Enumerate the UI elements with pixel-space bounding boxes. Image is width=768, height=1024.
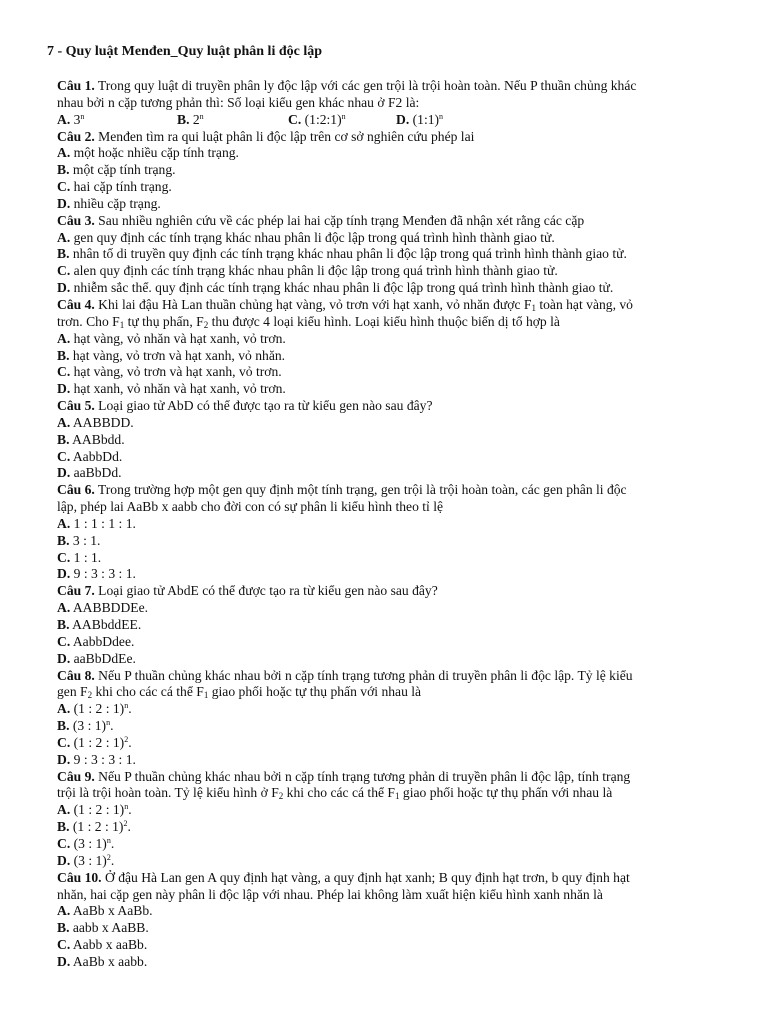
option-a[interactable]: A. AaBb x AaBb.	[57, 903, 153, 919]
option-a[interactable]: A. 3$^n$	[57, 111, 85, 127]
option-a[interactable]: A. (1 : 2 : 1)$^n$.	[57, 802, 132, 818]
option-b[interactable]: B. 3 : 1.	[57, 532, 101, 548]
option-c[interactable]: C. hai cặp tính trạng.	[57, 179, 172, 195]
question-text-cont: nhau bởi n cặp tương phản thì: Số loại kiểu gen khác nhau ở F2 là:	[57, 94, 420, 110]
option-d[interactable]: D. AaBb x aabb.	[57, 953, 148, 969]
option-d[interactable]: D. aaBbDdEe.	[57, 650, 136, 666]
question-5: Câu 5. Loại giao tử AbD có thể được tạo ra từ kiểu gen nào sau đây?	[57, 398, 433, 414]
option-c[interactable]: C. 1 : 1.	[57, 549, 102, 565]
option-a[interactable]: A. một hoặc nhiều cặp tính trạng.	[57, 145, 239, 161]
question-7: Câu 7. Loại giao tử AbdE có thể được tạo ra từ kiểu gen nào sau đây?	[57, 583, 438, 599]
emphasis-not: không	[364, 886, 399, 902]
option-a[interactable]: A. 1 : 1 : 1 : 1.	[57, 515, 136, 531]
question-text-cont: trơn. Cho $F_1$ tự thụ phấn, $F_2$ thu được 4 loại kiểu hình. Loại kiểu hình thuộc biến dị tổ hợp là	[57, 313, 560, 330]
question-text-cont: lập, phép lai AaBb x aabb cho đời con có sự phân li kiểu hình theo tỉ lệ	[57, 499, 444, 515]
question-9: Câu 9. Nếu P thuần chủng khác nhau bởi n cặp tính trạng tương phản di truyền phân li độc lập, tính trạng	[57, 768, 631, 784]
question-10: Câu 10. Ở đậu Hà Lan gen A quy định hạt vàng, a quy định hạt xanh; B quy định hạt trơn, b quy định hạt	[57, 869, 630, 885]
option-c[interactable]: C. Aabb x aaBb.	[57, 937, 148, 953]
option-c[interactable]: C. (1 : 2 : 1)$^2$.	[57, 734, 132, 750]
option-c[interactable]: C. AabbDd.	[57, 448, 123, 464]
option-b[interactable]: B. AABbdd.	[57, 431, 125, 447]
option-a[interactable]: A. AABBDD.	[57, 414, 134, 430]
question-list	[57, 78, 722, 971]
option-c[interactable]: C. AabbDdee.	[57, 633, 135, 649]
option-b[interactable]: B. 2$^n$	[177, 111, 204, 127]
question-text-cont: gen $F_2$ khi cho các cá thể $F_1$ giao phối hoặc tự thụ phấn với nhau là	[57, 684, 422, 701]
option-d[interactable]: D. 9 : 3 : 3 : 1.	[57, 751, 136, 767]
option-d[interactable]: D. nhiều cặp trạng.	[57, 195, 161, 211]
question-8: Câu 8. Nếu P thuần chủng khác nhau bởi n cặp tính trạng tương phản di truyền phân li độc lập. Tỷ lệ kiểu	[57, 667, 633, 683]
question-6: Câu 6. Trong trường hợp một gen quy định một tính trạng, gen trội là trội hoàn toàn, các gen phân li độc	[57, 482, 627, 498]
options-row	[57, 112, 722, 129]
question-4: Câu 4. Khi lai đậu Hà Lan thuần chủng hạt vàng, vỏ trơn với hạt xanh, vỏ nhăn được $F_1$ toàn hạt vàng, vỏ	[57, 296, 633, 313]
question-3: Câu 3. Sau nhiều nghiên cứu về các phép lai hai cặp tính trạng Menđen đã nhận xét rằng các cặp	[57, 212, 585, 228]
page-title: 7 - Quy luật Menđen_Quy luật phân li độc lập	[47, 44, 323, 59]
option-d[interactable]: D. nhiễm sắc thể. quy định các tính trạng khác nhau phân li độc lập trong quá trình hình thành giao tử.	[57, 280, 614, 296]
option-b[interactable]: B. AABbddEE.	[57, 617, 142, 632]
option-b[interactable]: B. (1 : 2 : 1)$^2$.	[57, 819, 131, 835]
option-c[interactable]: C. (3 : 1)$^n$.	[57, 835, 115, 851]
option-d[interactable]: D. (3 : 1)$^2$.	[57, 852, 115, 868]
option-d[interactable]: D. 9 : 3 : 3 : 1.	[57, 566, 136, 582]
option-b[interactable]: B. aabb x AaBB.	[57, 920, 149, 936]
question-2: Câu 2. Menđen tìm ra qui luật phân li độc lập trên cơ sở nghiên cứu phép lai	[57, 128, 475, 144]
option-a[interactable]: A. AABBDDEe.	[57, 600, 149, 616]
question-1	[57, 78, 722, 95]
option-b[interactable]: B. nhân tố di truyền quy định các tính trạng khác nhau phân li độc lập trong quá trình hình thành giao tử.	[57, 246, 627, 262]
option-b[interactable]: B. một cặp tính trạng.	[57, 162, 176, 178]
question-text-cont: nhăn, hai cặp gen này phân li độc lập với nhau. Phép lai không làm xuất hiện kiểu hình xanh nhăn là	[57, 886, 603, 902]
option-a[interactable]: A. (1 : 2 : 1)$^n$.	[57, 701, 132, 717]
option-d[interactable]: D. aaBbDd.	[57, 465, 122, 481]
option-a[interactable]: A. gen quy định các tính trạng khác nhau phân li độc lập trong quá trình hình thành giao tử.	[57, 229, 555, 245]
option-a[interactable]: A. hạt vàng, vỏ nhăn và hạt xanh, vỏ trơn.	[57, 330, 286, 346]
option-b[interactable]: B. hạt vàng, vỏ trơn và hạt xanh, vỏ nhăn.	[57, 347, 286, 363]
option-b[interactable]: B. (3 : 1)$^n$.	[57, 718, 114, 734]
option-d[interactable]: D. (1:1)$^n$	[396, 111, 444, 127]
option-c[interactable]: C. alen quy định các tính trạng khác nhau phân li độc lập trong quá trình hình thành giao tử.	[57, 263, 558, 279]
question-text-cont: trội là trội hoàn toàn. Tỷ lệ kiểu hình ở $F_2$ khi cho các cá thể $F_1$ giao phối hoặc tự thụ phấn với nhau là	[57, 785, 613, 802]
option-c[interactable]: C. (1:2:1)$^n$	[288, 111, 346, 127]
option-d[interactable]: D. hạt xanh, vỏ nhăn và hạt xanh, vỏ trơn.	[57, 381, 286, 397]
question-label: Câu 1.	[57, 78, 95, 93]
option-c[interactable]: C. hạt vàng, vỏ trơn và hạt xanh, vỏ trơn.	[57, 364, 282, 380]
question-text: Trong quy luật di truyền phân ly độc lập với các gen trội là trội hoàn toàn. Nếu P thuần chủng khác	[94, 78, 637, 93]
